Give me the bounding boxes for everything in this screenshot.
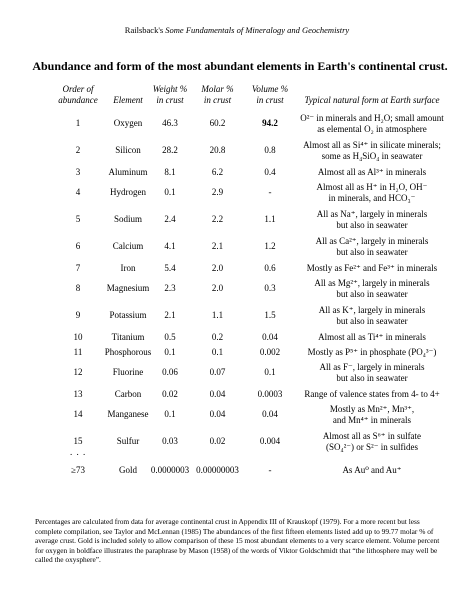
natural-form-line: Mostly as Mn²⁺, Mn³⁺, (329, 404, 415, 414)
natural-form-cell (292, 278, 452, 300)
natural-form-line: Almost all as H⁺ in H₂O, OH⁻ (316, 182, 428, 192)
natural-form-line: Mostly as Fe²⁺ and Fe³⁺ in minerals (306, 263, 438, 273)
element-cell: Iron (120, 263, 136, 273)
order-cell: ≥73 (71, 465, 85, 475)
element-cell: Hydrogen (110, 187, 146, 197)
natural-form-cell (292, 347, 452, 358)
natural-form-line: but also in seawater (336, 220, 408, 230)
column-header-order-line2: abundance (58, 95, 98, 105)
molar-percent-cell: 2.9 (211, 187, 224, 197)
volume-percent-cell: 94.2 (262, 118, 278, 128)
molar-percent-cell: 0.04 (209, 389, 226, 399)
natural-form-cell (292, 362, 452, 384)
weight-percent-cell: 4.1 (164, 241, 176, 251)
order-cell: 15 (73, 436, 83, 446)
header-book-title: Some Fundamentals of Mineralogy and Geochemistry (165, 25, 350, 35)
column-header-weight-line1: Weight % (152, 84, 188, 94)
natural-form-line: All as Na⁺, largely in minerals (316, 209, 428, 219)
volume-percent-cell: 0.002 (259, 347, 281, 357)
column-header-molar-line2: in crust (203, 95, 232, 105)
element-cell: Sodium (113, 214, 142, 224)
natural-form-cell (292, 167, 452, 178)
weight-percent-cell: 0.02 (162, 389, 178, 399)
natural-form-cell (292, 465, 452, 476)
order-cell: 13 (73, 389, 83, 399)
column-header-molar (190, 84, 245, 106)
running-header (0, 25, 474, 35)
natural-form-cell (292, 236, 452, 258)
natural-form-cell (292, 263, 452, 274)
order-cell: 10 (73, 332, 83, 342)
weight-percent-cell: 2.1 (164, 310, 176, 320)
molar-percent-cell: 2.1 (211, 241, 224, 251)
weight-percent-cell: 0.03 (162, 436, 178, 446)
natural-form-cell (292, 389, 452, 400)
weight-percent-cell: 0.0000003 (150, 465, 190, 475)
volume-percent-cell: 0.04 (262, 409, 278, 419)
order-cell: 11 (73, 347, 83, 357)
natural-form-line: Almost all as Si⁴⁺ in silicate minerals; (303, 140, 441, 150)
volume-percent-cell: 0.3 (264, 283, 276, 293)
column-header-order-line1: Order of (62, 84, 94, 94)
volume-percent-cell: 0.4 (264, 167, 276, 177)
natural-form-line: All as F⁻, largely in minerals (319, 362, 425, 372)
order-cell: 8 (75, 283, 81, 293)
weight-percent-cell: 46.3 (162, 118, 178, 128)
element-cell: Magnesium (106, 283, 150, 293)
molar-percent-cell: 6.2 (211, 167, 224, 177)
natural-form-line: but also in seawater (336, 289, 408, 299)
table-title: Abundance and form of the most abundant elements in Earth's continental crust. (32, 59, 448, 73)
element-cell: Gold (119, 465, 137, 475)
molar-percent-cell: 0.02 (209, 436, 226, 446)
weight-percent-cell: 0.1 (164, 409, 176, 419)
volume-percent-cell: 1.5 (264, 310, 276, 320)
element-cell: Carbon (114, 389, 142, 399)
molar-percent-cell: 2.0 (211, 283, 224, 293)
natural-form-line: Almost all as Al³⁺ in minerals (317, 167, 427, 177)
element-cell: Calcium (112, 241, 144, 251)
column-header-volume (245, 84, 295, 106)
order-cell: 3 (75, 167, 81, 177)
volume-percent-cell: - (268, 465, 272, 475)
order-cell: 4 (75, 187, 81, 197)
order-cell: 12 (73, 367, 83, 377)
volume-percent-cell: 0.1 (264, 367, 276, 377)
element-cell: Titanium (111, 332, 145, 342)
natural-form-line: (SO₄²⁻) or S²⁻ in sulfides (325, 442, 419, 452)
column-header-volume-line1: Volume % (251, 84, 289, 94)
column-header-molar-line1: Molar % (201, 84, 234, 94)
column-header-element: Element (113, 95, 143, 105)
element-cell: Phosphorous (104, 347, 152, 357)
order-cell: 6 (75, 241, 81, 251)
natural-form-line: as elemental O₂ in atmosphere (317, 124, 427, 134)
order-cell: 1 (75, 118, 81, 128)
volume-percent-cell: - (268, 187, 272, 197)
natural-form-cell (292, 404, 452, 426)
weight-percent-cell: 5.4 (164, 263, 176, 273)
order-cell: 14 (73, 409, 83, 419)
natural-form-cell (292, 113, 452, 135)
column-header-form: Typical natural form at Earth surface (304, 95, 440, 105)
volume-percent-cell: 0.6 (264, 263, 276, 273)
volume-percent-cell: 0.0003 (257, 389, 283, 399)
natural-form-line: some as H₄SiO₄ in seawater (321, 151, 423, 161)
volume-percent-cell: 0.004 (259, 436, 281, 446)
natural-form-line: but also in seawater (336, 247, 408, 257)
element-cell: Oxygen (113, 118, 143, 128)
element-cell: Silicon (115, 145, 141, 155)
element-cell: Manganese (107, 409, 149, 419)
molar-percent-cell: 0.00000003 (196, 465, 239, 475)
natural-form-line: All as Ca²⁺, largely in minerals (315, 236, 429, 246)
weight-percent-cell: 2.4 (164, 214, 176, 224)
column-header-order (58, 84, 98, 106)
natural-form-line: Range of valence states from 4- to 4+ (304, 389, 440, 399)
molar-percent-cell: 2.2 (211, 214, 224, 224)
column-header-volume-line2: in crust (256, 95, 284, 105)
order-cell: 7 (75, 263, 81, 273)
weight-percent-cell: 0.1 (164, 347, 176, 357)
natural-form-cell (292, 431, 452, 453)
natural-form-cell (292, 209, 452, 231)
volume-percent-cell: 0.8 (264, 145, 276, 155)
volume-percent-cell: 1.2 (264, 241, 276, 251)
molar-percent-cell: 20.8 (209, 145, 226, 155)
element-cell: Fluorine (112, 367, 144, 377)
weight-percent-cell: 28.2 (162, 145, 178, 155)
natural-form-line: All as K⁺, largely in minerals (318, 305, 426, 315)
molar-percent-cell: 0.04 (209, 409, 226, 419)
header-prefix: Railsback's (124, 25, 166, 35)
element-cell: Potassium (109, 310, 147, 320)
volume-percent-cell: 0.04 (262, 332, 278, 342)
molar-percent-cell: 0.2 (211, 332, 224, 342)
element-cell: Aluminum (108, 167, 148, 177)
natural-form-line: and Mn⁴⁺ in minerals (332, 415, 412, 425)
footnote: Percentages are calculated from data for average continental crust in Appendix III of Krauskopf (1979). For a more recent but less complete compilation, see Taylor and McLennan (1985) The abundances of the first fifteen elements listed add up to 99.77 molar % of average crust. Gold is included solely to allow comparison of these 15 most abundant elements to a very scarce element. Volume percent for oxygen in boldface illustrates the paraphrase by Mason (1958) of the words of Viktor Goldschmidt that “the lithosphere may well be called the oxysphere”. (35, 517, 440, 565)
molar-percent-cell: 0.1 (211, 347, 224, 357)
ellipsis-row: . . . (70, 447, 87, 457)
natural-form-cell (292, 182, 452, 204)
natural-form-line: O²⁻ in minerals and H₂O; small amount (300, 113, 444, 123)
order-cell: 9 (75, 310, 81, 320)
natural-form-cell (292, 305, 452, 327)
order-cell: 5 (75, 214, 81, 224)
column-header-weight-line2: in crust (156, 95, 184, 105)
natural-form-line: As Au⁰ and Au⁺ (342, 465, 402, 475)
weight-percent-cell: 2.3 (164, 283, 176, 293)
natural-form-line: in minerals, and HCO₃⁻ (328, 193, 416, 203)
weight-percent-cell: 0.06 (162, 367, 178, 377)
column-header-weight (145, 84, 195, 106)
natural-form-line: but also in seawater (336, 316, 408, 326)
natural-form-line: Almost all as Ti⁴⁺ in minerals (318, 332, 426, 342)
weight-percent-cell: 0.5 (164, 332, 176, 342)
molar-percent-cell: 0.07 (209, 367, 226, 377)
natural-form-line: Mostly as P⁵⁺ in phosphate (PO₄³⁻) (307, 347, 437, 357)
weight-percent-cell: 8.1 (164, 167, 176, 177)
natural-form-line: Almost all as S⁶⁺ in sulfate (322, 431, 422, 441)
natural-form-line: but also in seawater (336, 373, 408, 383)
natural-form-cell (292, 140, 452, 162)
order-cell: 2 (75, 145, 81, 155)
natural-form-line: All as Mg²⁺, largely in minerals (314, 278, 430, 288)
weight-percent-cell: 0.1 (164, 187, 176, 197)
molar-percent-cell: 1.1 (211, 310, 224, 320)
volume-percent-cell: 1.1 (264, 214, 276, 224)
molar-percent-cell: 60.2 (209, 118, 226, 128)
natural-form-cell (292, 332, 452, 343)
element-cell: Sulfur (116, 436, 140, 446)
molar-percent-cell: 2.0 (211, 263, 224, 273)
